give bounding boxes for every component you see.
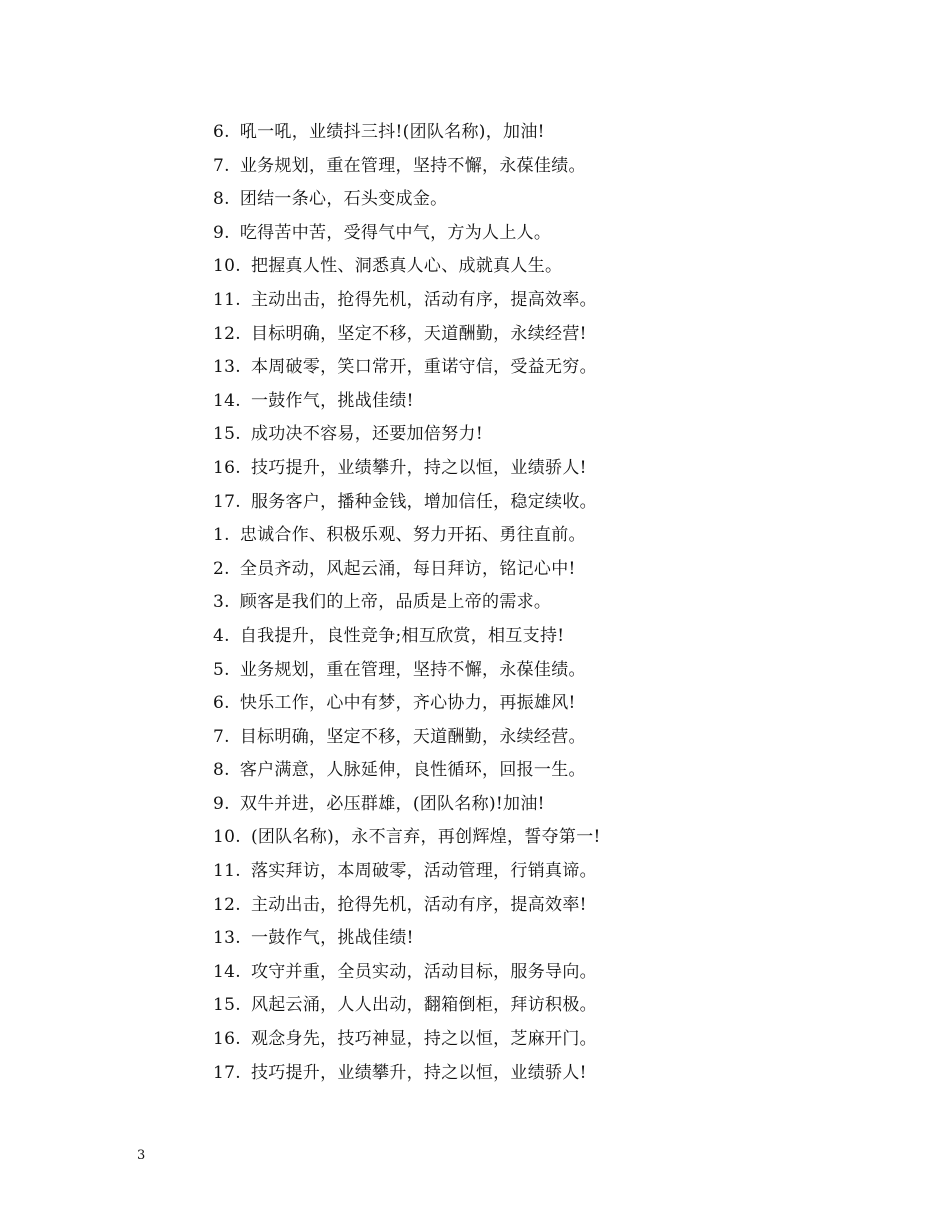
list-item-number: 8. — [213, 760, 230, 781]
list-item — [213, 788, 601, 822]
list-item-number: 12. — [213, 323, 241, 344]
list-item-number: 16. — [213, 1029, 241, 1050]
list-item-text: 技巧提升，业绩攀升，持之以恒，业绩骄人! — [250, 1062, 587, 1083]
list-item-number: 7. — [213, 726, 230, 747]
list-item — [213, 116, 601, 150]
list-item-number: 11. — [213, 289, 241, 310]
list-item-text: 一鼓作气，挑战佳绩! — [250, 390, 414, 411]
list-item — [213, 654, 601, 688]
list-item-text: 服务客户，播种金钱，增加信任，稳定续收。 — [250, 491, 597, 512]
list-item-text: 把握真人性、洞悉真人心、成就真人生。 — [250, 256, 563, 277]
list-item-number: 15. — [213, 424, 241, 445]
list-item-number: 9. — [213, 793, 230, 814]
list-item-text: 全员齐动，风起云涌，每日拜访，铭记心中! — [239, 558, 576, 579]
list-item-number: 2. — [213, 558, 230, 579]
list-item-number: 13. — [213, 928, 241, 949]
list-item-number: 3. — [213, 592, 230, 613]
list-item — [213, 620, 601, 654]
list-item-text: 技巧提升，业绩攀升，持之以恒，业绩骄人! — [250, 457, 587, 478]
list-item-text: 吃得苦中苦，受得气中气，方为人上人。 — [239, 222, 552, 243]
list-item — [213, 754, 601, 788]
list-item-number: 7. — [213, 155, 230, 176]
list-item — [213, 318, 601, 352]
list-item-text: 自我提升，良性竞争;相互欣赏，相互支持! — [239, 625, 565, 646]
list-item-text: (团队名称)，永不言弃，再创辉煌，誓夺第一! — [250, 827, 601, 848]
list-item-number: 6. — [213, 693, 230, 714]
list-item-text: 业务规划，重在管理，坚持不懈，永葆佳绩。 — [239, 659, 586, 680]
list-item-text: 攻守并重，全员实动，活动目标，服务导向。 — [250, 961, 597, 982]
list-item — [213, 250, 601, 284]
list-item-text: 双牛并进，必压群雄，(团队名称)!加油! — [239, 793, 545, 814]
list-item-number: 13. — [213, 357, 241, 378]
list-item — [213, 989, 601, 1023]
list-item — [213, 486, 601, 520]
list-item — [213, 385, 601, 419]
list-item-text: 快乐工作，心中有梦，齐心协力，再振雄风! — [239, 693, 576, 714]
list-item — [213, 586, 601, 620]
list-item-number: 14. — [213, 961, 241, 982]
list-item-number: 4. — [213, 625, 230, 646]
list-item-text: 团结一条心，石头变成金。 — [239, 189, 448, 210]
list-item — [213, 452, 601, 486]
list-item — [213, 217, 601, 251]
list-item-text: 本周破零，笑口常开，重诺守信，受益无穷。 — [250, 357, 597, 378]
list-item-number: 10. — [213, 256, 241, 277]
list-item-text: 目标明确，坚定不移，天道酬勤，永续经营。 — [239, 726, 586, 747]
list-item-text: 客户满意，人脉延伸，良性循环，回报一生。 — [239, 760, 586, 781]
list-item-number: 14. — [213, 390, 241, 411]
list-item-text: 吼一吼，业绩抖三抖!(团队名称)，加油! — [239, 122, 545, 142]
list-item-text: 业务规划，重在管理，坚持不懈，永葆佳绩。 — [239, 155, 586, 176]
list-item-text: 落实拜访，本周破零，活动管理，行销真谛。 — [250, 861, 597, 882]
list-item-number: 17. — [213, 491, 241, 512]
list-item-number: 17. — [213, 1062, 241, 1083]
list-item-number: 16. — [213, 457, 241, 478]
list-item-number: 10. — [213, 827, 241, 848]
slogan-list — [213, 116, 601, 1090]
list-item-number: 1. — [213, 525, 230, 546]
list-item — [213, 721, 601, 755]
list-item-text: 主动出击，抢得先机，活动有序，提高效率。 — [250, 289, 597, 310]
list-item — [213, 418, 601, 452]
list-item-text: 忠诚合作、积极乐观、努力开拓、勇往直前。 — [239, 525, 586, 546]
list-item-number: 5. — [213, 659, 230, 680]
list-item — [213, 519, 601, 553]
list-item — [213, 150, 601, 184]
list-item — [213, 889, 601, 923]
list-item-number: 15. — [213, 995, 241, 1016]
list-item-text: 风起云涌，人人出动，翻箱倒柜，拜访积极。 — [250, 995, 597, 1016]
list-item — [213, 922, 601, 956]
list-item-number: 11. — [213, 861, 241, 882]
list-item-text: 观念身先，技巧神显，持之以恒，芝麻开门。 — [250, 1029, 597, 1050]
list-item-number: 12. — [213, 894, 241, 915]
list-item — [213, 855, 601, 889]
list-item-text: 顾客是我们的上帝，品质是上帝的需求。 — [239, 592, 552, 613]
list-item — [213, 956, 601, 990]
list-item — [213, 553, 601, 587]
list-item — [213, 821, 601, 855]
list-item — [213, 284, 601, 318]
list-item — [213, 351, 601, 385]
list-item — [213, 183, 601, 217]
list-item-number: 6. — [213, 122, 230, 142]
list-item-text: 目标明确，坚定不移，天道酬勤，永续经营! — [250, 323, 587, 344]
list-item-text: 成功决不容易，还要加倍努力! — [250, 424, 483, 445]
list-item — [213, 1023, 601, 1057]
list-item-text: 主动出击，抢得先机，活动有序，提高效率! — [250, 894, 587, 915]
list-item-text: 一鼓作气，挑战佳绩! — [250, 928, 414, 949]
list-item-number: 8. — [213, 189, 230, 210]
list-item — [213, 687, 601, 721]
page-number: 3 — [137, 1148, 146, 1163]
list-item — [213, 1057, 601, 1091]
list-item-number: 9. — [213, 222, 230, 243]
